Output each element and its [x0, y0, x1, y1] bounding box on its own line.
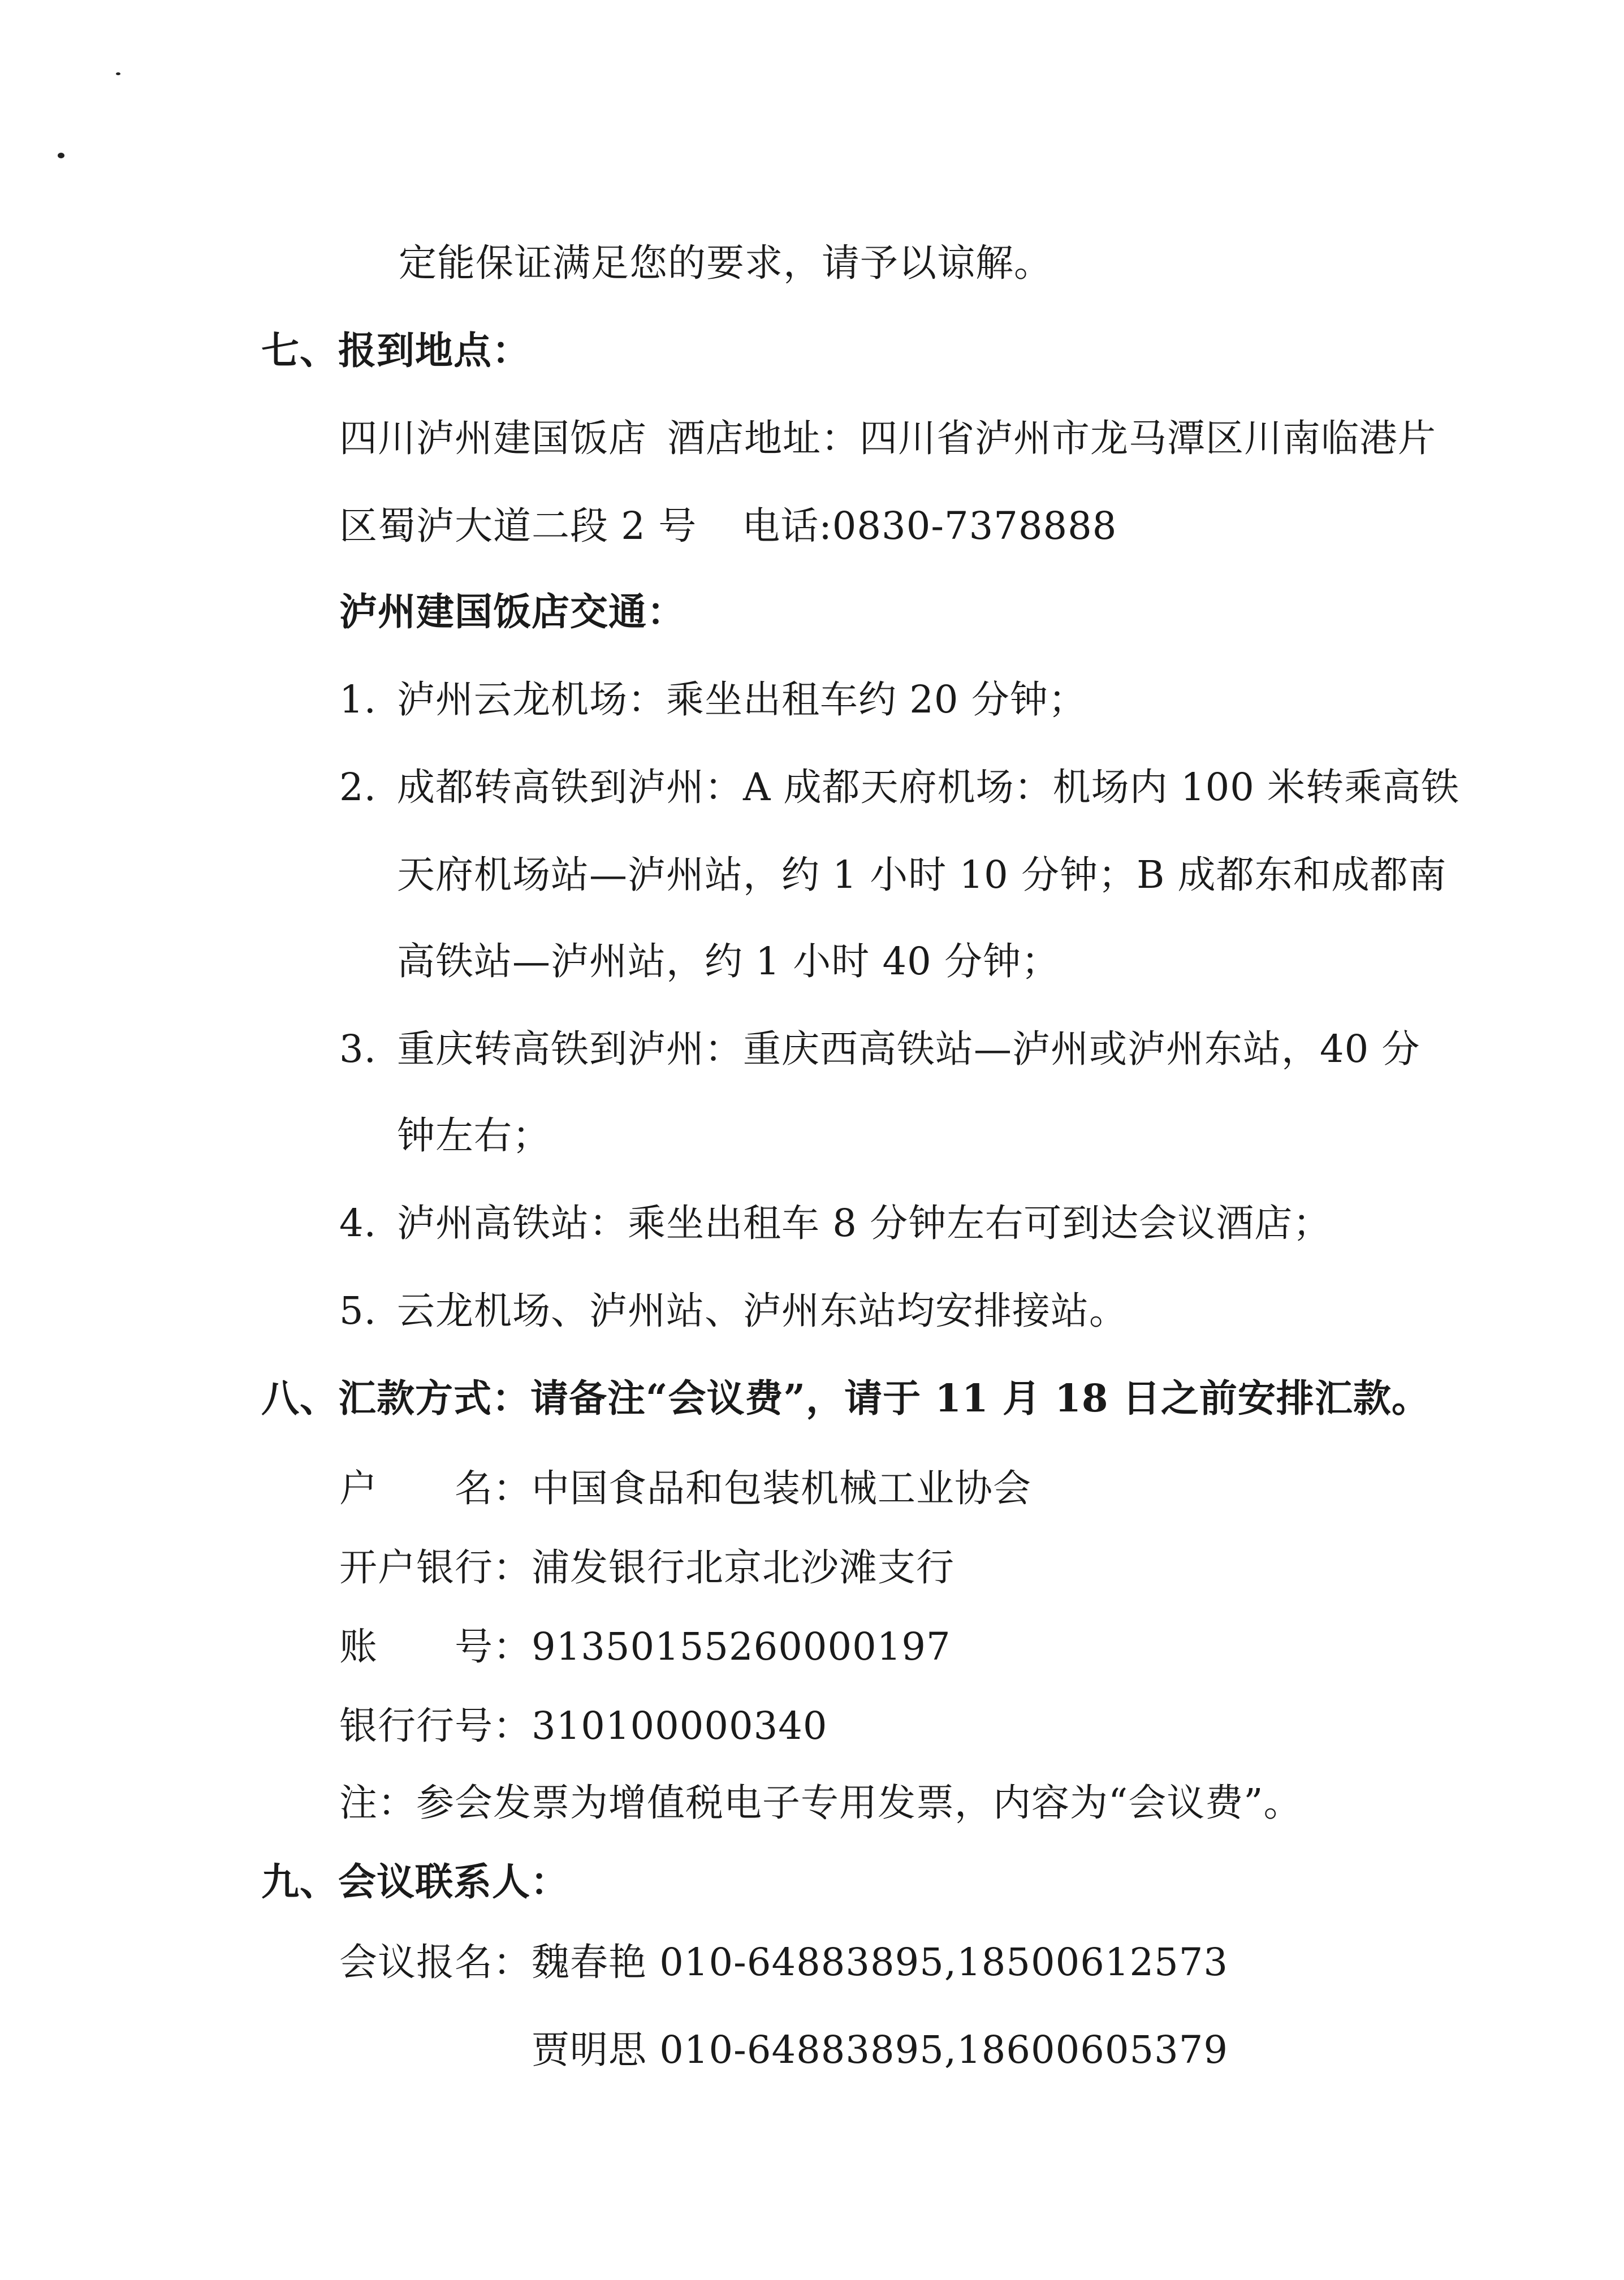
item-number: 5. [339, 1289, 377, 1333]
item-number: 1. [339, 677, 377, 722]
hotel-address-line2 [339, 503, 1117, 549]
transport-item-2-cont: 天府机场站—泸州站，约 1 小时 10 分钟；B 成都东和成都南 [397, 853, 1447, 897]
transport-item-3-cont: 钟左右； [397, 1113, 551, 1158]
item-text: 泸州高铁站：乘坐出租车 8 分钟左右可到达会议酒店； [397, 1201, 1332, 1245]
account-number-value: 91350155260000197 [532, 1625, 951, 1669]
transport-item-4 [339, 1201, 1331, 1246]
item-number: 2. [339, 765, 377, 809]
section9-heading: 九、会议联系人： [261, 1859, 569, 1904]
account-number-label: 账 号： [339, 1625, 532, 1669]
registration-label: 会议报名： [339, 1940, 532, 1984]
transport-item-1 [339, 677, 1087, 722]
item-text: 云龙机场、泸州站、泸州东站均安排接站。 [397, 1289, 1128, 1333]
scan-speck [58, 153, 64, 158]
transport-item-2 [339, 765, 1459, 810]
transport-item-3 [339, 1026, 1420, 1072]
item-number: 4. [339, 1201, 377, 1245]
bank-label: 开户银行： [339, 1545, 532, 1590]
bank-code-value: 310100000340 [532, 1704, 828, 1748]
contact-value: 魏春艳 010-64883895,18500612573 [532, 1940, 1229, 1984]
hotel-name: 四川泸州建国饭店 [339, 416, 647, 460]
account-name-value: 中国食品和包装机械工业协会 [532, 1466, 1031, 1510]
transport-heading: 泸州建国饭店交通： [339, 589, 685, 634]
section8-heading: 八、汇款方式：请备注“会议费”，请于 11 月 18 日之前安排汇款。 [261, 1376, 1430, 1420]
account-name-label: 户 名： [339, 1466, 532, 1510]
item-number: 3. [339, 1027, 377, 1071]
bank-row [339, 1545, 954, 1590]
contact-row-2 [532, 2027, 1228, 2072]
item-text: 成都转高铁到泸州：A 成都天府机场：机场内 100 米转乘高铁 [397, 765, 1460, 809]
continuation-text: 定能保证满足您的要求，请予以谅解。 [399, 241, 1052, 285]
account-number-row [339, 1624, 951, 1669]
bank-value: 浦发银行北京北沙滩支行 [532, 1545, 954, 1590]
hotel-address: 酒店地址：四川省泸州市龙马潭区川南临港片 [667, 416, 1436, 460]
invoice-note: 注：参会发票为增值税电子专用发票，内容为“会议费”。 [339, 1781, 1302, 1825]
hotel-phone: 电话:0830-7378888 [742, 504, 1117, 548]
section7-heading: 七、报到地点： [261, 328, 530, 373]
item-text: 泸州云龙机场：乘坐出租车约 20 分钟； [397, 677, 1087, 722]
bank-code-label: 银行行号： [339, 1704, 532, 1748]
bank-code-row [339, 1703, 828, 1748]
item-text: 重庆转高铁到泸州：重庆西高铁站—泸州或泸州东站，40 分 [397, 1027, 1420, 1071]
hotel-address-line1 [339, 416, 1436, 461]
transport-item-2-cont: 高铁站—泸州站，约 1 小时 40 分钟； [397, 939, 1060, 983]
hotel-address-cont: 区蜀泸大道二段 2 号 [339, 504, 697, 548]
account-name-row [339, 1466, 1031, 1511]
scan-speck [116, 72, 120, 75]
transport-item-5 [339, 1288, 1128, 1333]
contact-row-1 [339, 1940, 1228, 1985]
contact-value: 贾明思 010-64883895,18600605379 [532, 2028, 1229, 2072]
